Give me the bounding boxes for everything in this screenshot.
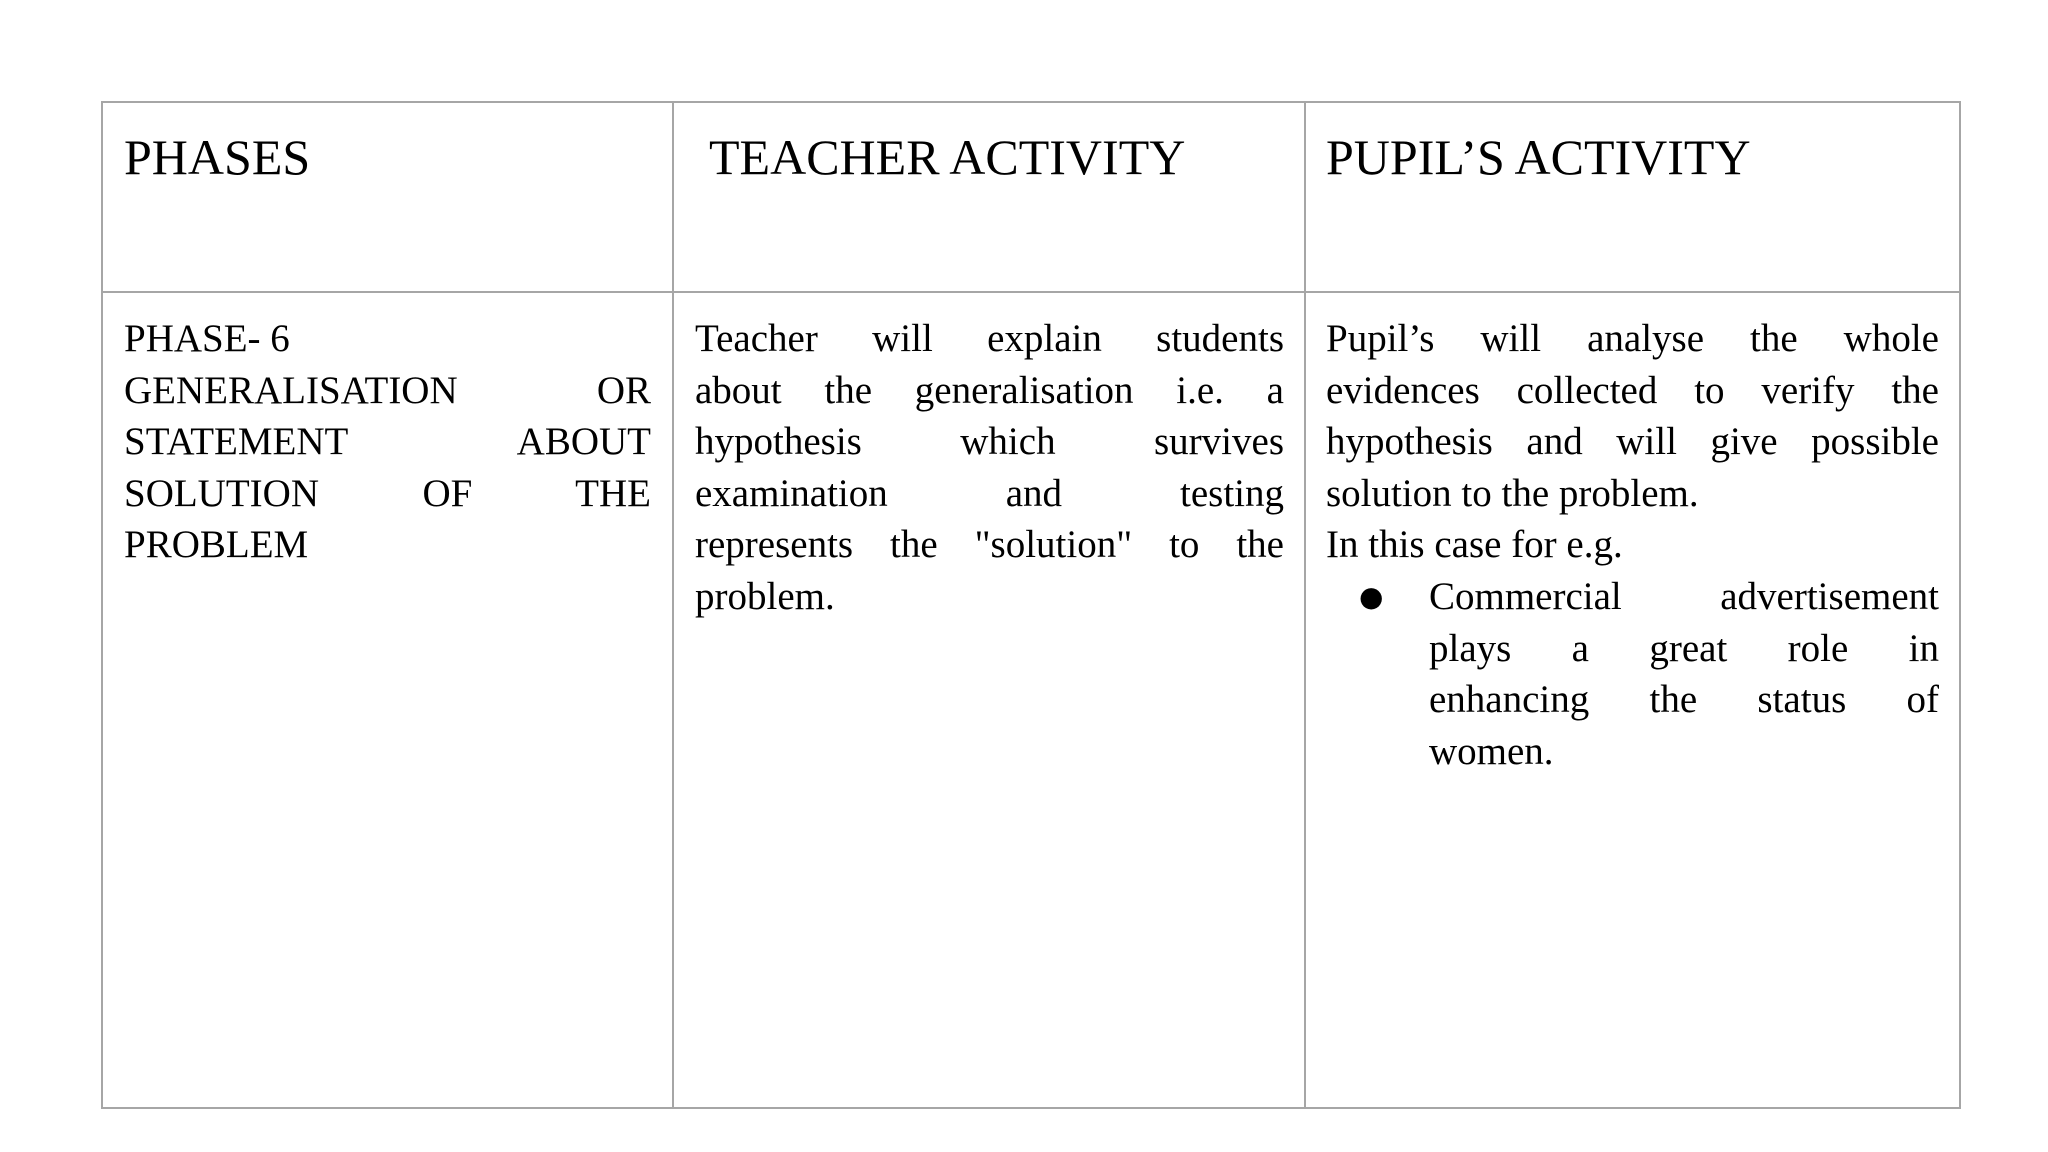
teacher-line: Teacher will explain students — [695, 317, 1284, 360]
header-cell-pupil-activity — [1305, 102, 1960, 292]
teacher-activity-cell — [673, 292, 1305, 1108]
teacher-line: examination and testing — [695, 471, 1284, 515]
header-phases: PHASES — [124, 129, 311, 185]
pupil-line: In this case for e.g. — [1326, 523, 1623, 567]
header-pupil-activity: PUPIL’S ACTIVITY — [1326, 129, 1751, 185]
pupil-activity-text — [1306, 293, 1959, 777]
phase-text — [103, 293, 672, 571]
bullet-line: plays a great role in — [1429, 626, 1939, 670]
bullet-icon: ● — [1359, 579, 1384, 613]
phase-line: PROBLEM — [124, 523, 309, 567]
phase-line: STATEMENT ABOUT — [124, 420, 651, 464]
header-cell-phases — [102, 102, 673, 292]
list-item — [1326, 571, 1939, 777]
pupil-line: hypothesis and will give possible — [1326, 420, 1939, 464]
header-teacher-activity: TEACHER ACTIVITY — [709, 129, 1186, 185]
bullet-line: women. — [1429, 729, 1554, 773]
teacher-line: problem. — [695, 574, 835, 618]
phase-line: SOLUTION OF THE — [124, 471, 651, 515]
phase-cell — [102, 292, 673, 1108]
pupil-activity-cell — [1305, 292, 1960, 1108]
teacher-activity-text — [674, 293, 1304, 623]
pupil-line: evidences collected to verify the — [1326, 368, 1939, 412]
bullet-line: Commercial advertisement — [1429, 574, 1939, 618]
table-header-row — [102, 102, 1960, 292]
teacher-line: represents the "solution" to the — [695, 523, 1284, 567]
pupil-line: solution to the problem. — [1326, 471, 1699, 515]
table-row — [102, 292, 1960, 1108]
header-cell-teacher-activity — [673, 102, 1305, 292]
phase-line: PHASE- 6 — [124, 317, 290, 360]
lesson-plan-table — [101, 101, 1961, 1109]
pupil-line: Pupil’s will analyse the whole — [1326, 317, 1939, 360]
teacher-line: about the generalisation i.e. a — [695, 368, 1284, 412]
bullet-line: enhancing the status of — [1429, 678, 1939, 722]
phase-line: GENERALISATION OR — [124, 368, 651, 412]
pupil-bullet-list — [1326, 571, 1939, 777]
teacher-line: hypothesis which survives — [695, 420, 1284, 464]
